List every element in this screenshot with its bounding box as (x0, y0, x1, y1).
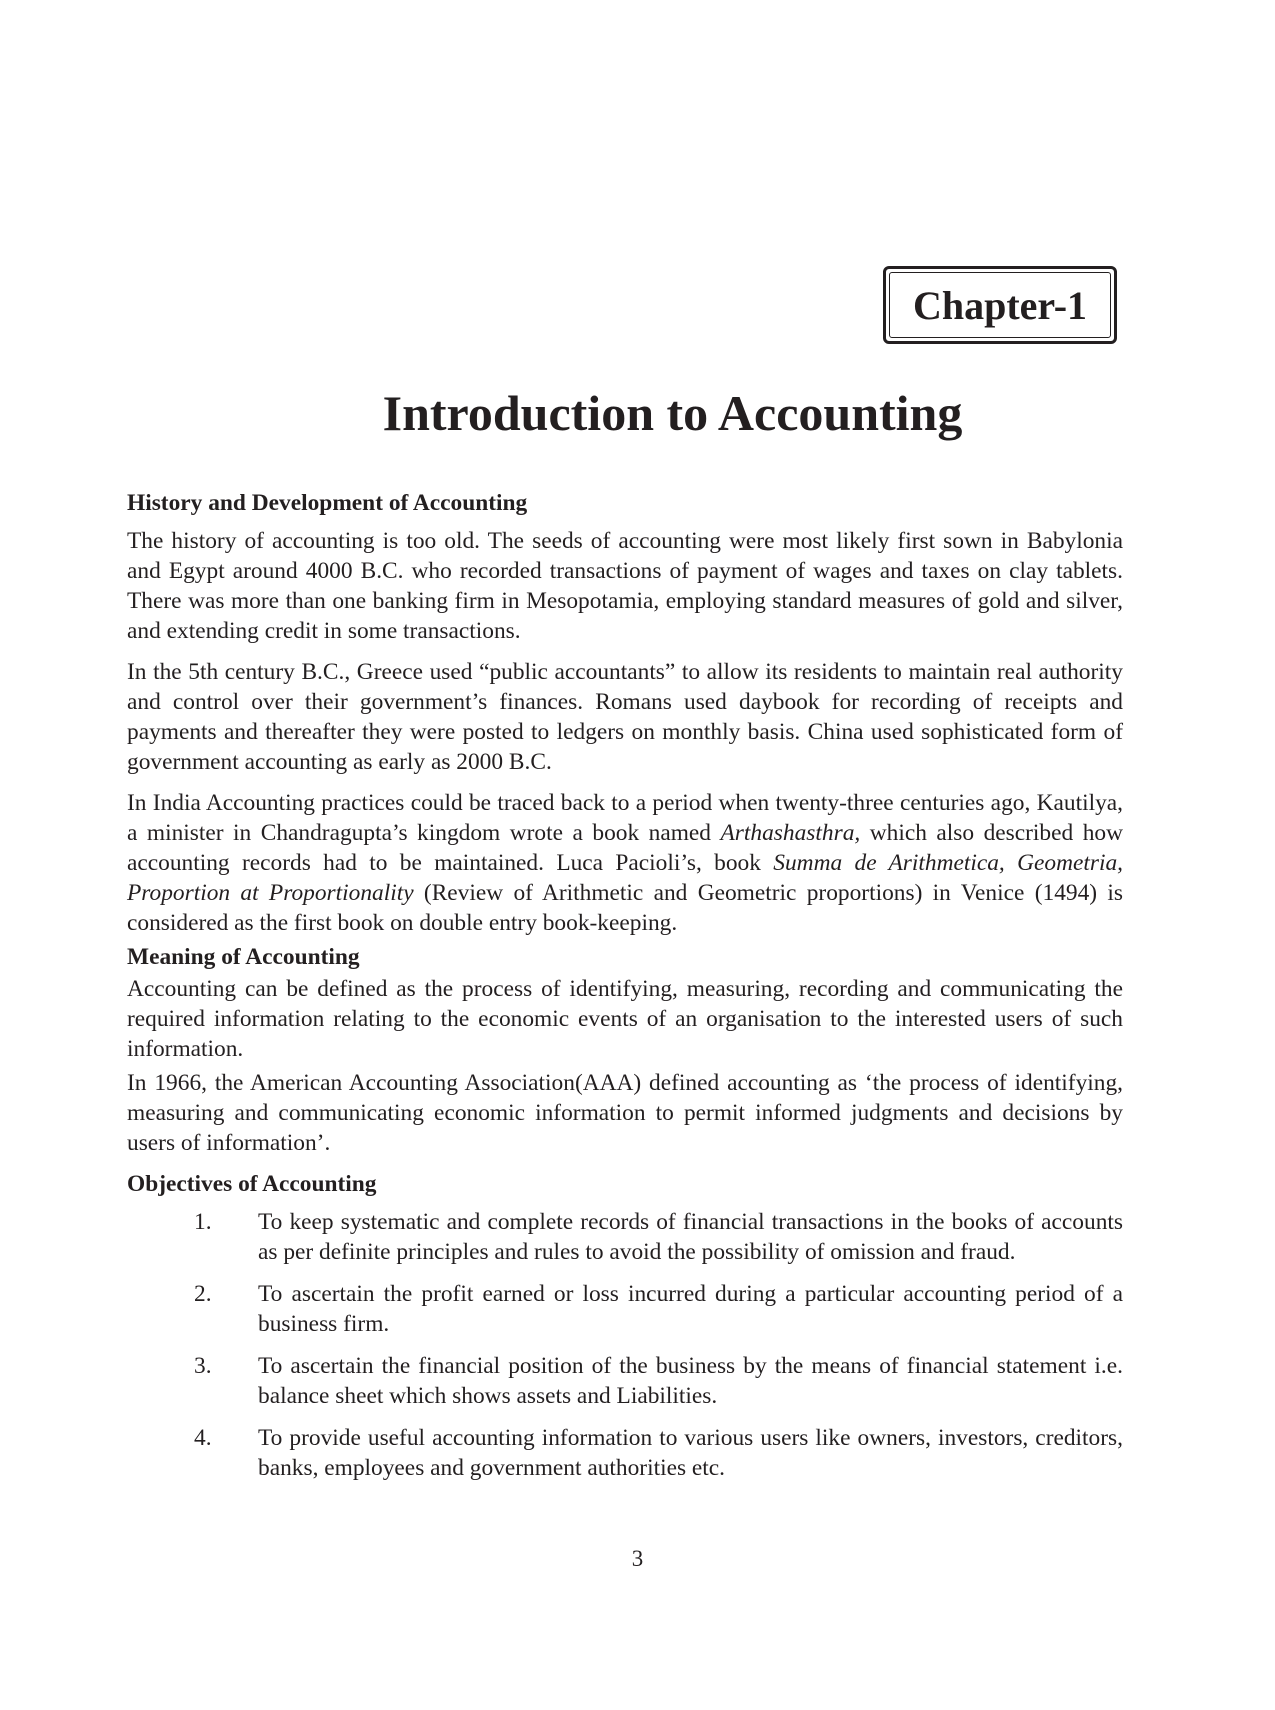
book-title-summa: Summa de Arithmetica, Geometria, Proportion at Proportionality (127, 850, 1123, 906)
history-paragraph-2: In the 5th century B.C., Greece used “public accountants” to allow its residents to maintain real authority and control over their government’s finances. Romans used daybook for recording of receipts and payments and thereafter they were posted to ledgers on monthly basis. China used sophisticated form of government accounting as early as 2000 B.C. (127, 659, 1123, 775)
book-title-arthashasthra: Arthashasthra, (720, 820, 861, 846)
list-item-number: 3. (194, 1353, 212, 1379)
history-p3-text-3: (Review of Arithmetic and Geometric proportions) in Venice (1494) is considered as the first book on double entry book-keeping. (127, 880, 1123, 936)
meaning-paragraph-1: Accounting can be defined as the process of identifying, measuring, recording and communicating the required information relating to the economic events of an organisation to the interested users of such information. (127, 976, 1123, 1062)
section-heading-objectives: Objectives of Accounting (127, 1171, 377, 1197)
section-heading-meaning: Meaning of Accounting (127, 944, 360, 970)
history-paragraph-3 (127, 788, 1123, 938)
list-item-text: To keep systematic and complete records of financial transactions in the books of accounts as per definite principles and rules to avoid the possibility of omission and fraud. (258, 1209, 1123, 1265)
list-item-number: 4. (194, 1425, 212, 1451)
list-item (127, 1207, 1123, 1267)
list-item-text: To ascertain the financial position of the business by the means of financial statement i.e. balance sheet which shows assets and Liabilities. (258, 1353, 1123, 1409)
main-content (127, 488, 1123, 1495)
page-number: 3 (631, 1546, 644, 1571)
history-p3-text-1: In India Accounting practices could be traced back to a period when twenty-three centuries ago, Kautilya, a minister in Chandragupta’s kingdom wrote a book named (127, 790, 1123, 846)
list-item-text: To provide useful accounting information to various users like owners, investors, creditors, banks, employees and government authorities etc. (258, 1425, 1123, 1481)
chapter-label: Chapter-1 (889, 272, 1111, 338)
objectives-list (127, 1207, 1123, 1483)
list-item (127, 1423, 1123, 1483)
page-title: Introduction to Accounting (382, 385, 963, 441)
list-item (127, 1351, 1123, 1411)
list-item-number: 2. (194, 1281, 212, 1307)
list-item-text: To ascertain the profit earned or loss incurred during a particular accounting period of a business firm. (258, 1281, 1123, 1337)
history-paragraph-1: The history of accounting is too old. The seeds of accounting were most likely first sown in Babylonia and Egypt around 4000 B.C. who recorded transactions of payment of wages and taxes on clay tablets. There was more than one banking firm in Mesopotamia, employing standard measures of gold and silver, and extending credit in some transactions. (127, 528, 1123, 644)
history-p3-text-2: which also described how accounting records had to be maintained. Luca Pacioli’s, book (127, 820, 1123, 876)
list-item (127, 1279, 1123, 1339)
meaning-paragraph-2: In 1966, the American Accounting Association(AAA) defined accounting as ‘the process of identifying, measuring and communicating economic information to permit informed judgments and decisions by users of information’. (127, 1070, 1123, 1156)
chapter-label-box (883, 266, 1117, 344)
section-heading-history: History and Development of Accounting (127, 490, 528, 516)
list-item-number: 1. (194, 1209, 212, 1235)
